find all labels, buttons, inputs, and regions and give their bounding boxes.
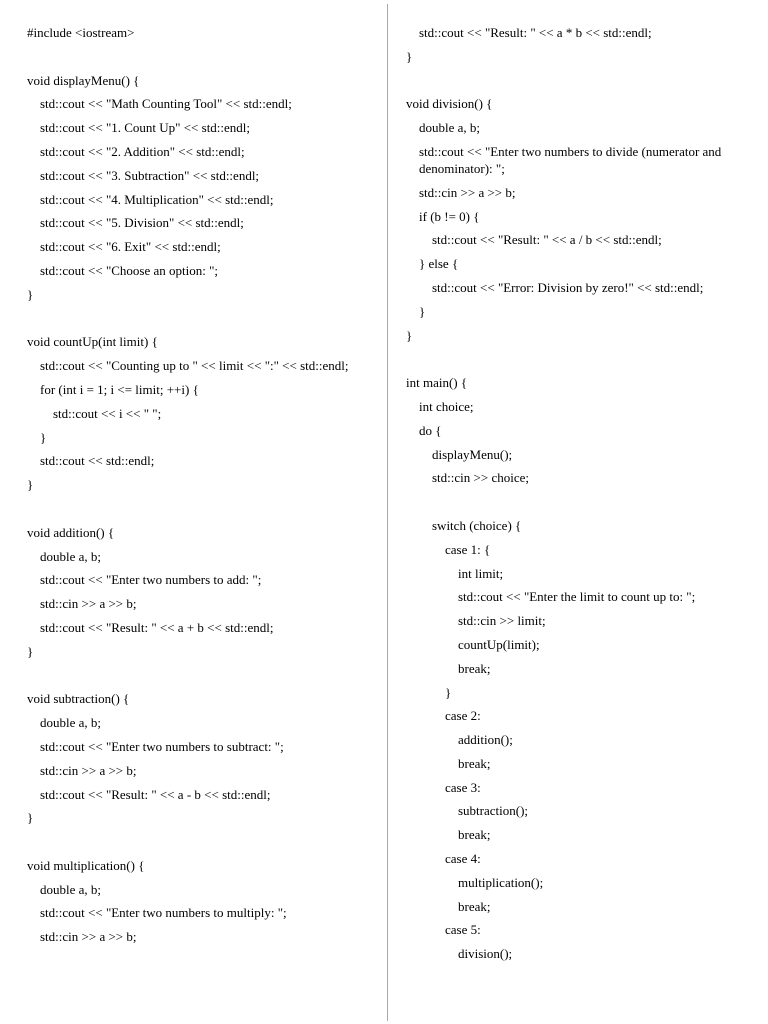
- code-line: [27, 307, 372, 331]
- code-line: double a, b;: [40, 548, 102, 564]
- code-line: }: [445, 684, 452, 700]
- code-line: case 2:: [445, 708, 481, 724]
- code-line: switch (choice) {: [432, 517, 522, 533]
- code-line: }: [406, 48, 413, 64]
- code-line: case 3:: [445, 779, 481, 795]
- code-line: division();: [458, 946, 513, 962]
- code-line: do {: [419, 422, 442, 438]
- code-line: displayMenu();: [432, 446, 513, 462]
- code-line: case 1: {: [445, 541, 491, 557]
- column-divider: [387, 4, 388, 1021]
- code-line: std::cin >> limit;: [458, 613, 546, 629]
- code-line: [27, 830, 372, 854]
- code-line: [27, 497, 372, 521]
- code-line: std::cout << i << " ";: [53, 405, 162, 421]
- code-line: subtraction();: [458, 803, 529, 819]
- code-line: break;: [458, 898, 491, 914]
- code-line: std::cout << "Counting up to " << limit << ":" << std::endl;: [40, 358, 349, 374]
- code-line: if (b != 0) {: [419, 208, 480, 224]
- code-line: }: [27, 286, 34, 302]
- code-line: std::cout << "Result: " << a / b << std::endl;: [432, 232, 662, 248]
- code-line: int main() {: [406, 375, 468, 391]
- code-line: }: [419, 303, 426, 319]
- left-column: [27, 21, 372, 949]
- code-line: std::cout << "Math Counting Tool" << std::endl;: [40, 96, 292, 112]
- code-line: void addition() {: [27, 524, 115, 540]
- code-line: std::cout << "3. Subtraction" << std::endl;: [40, 167, 260, 183]
- code-line: void displayMenu() {: [27, 72, 140, 88]
- code-line: }: [40, 429, 47, 445]
- code-line: std::cout << "Result: " << a - b << std::endl;: [40, 786, 271, 802]
- code-line: std::cout << "1. Count Up" << std::endl;: [40, 120, 251, 136]
- code-line: break;: [458, 660, 491, 676]
- code-line: void multiplication() {: [27, 857, 145, 873]
- code-line: }: [27, 810, 34, 826]
- code-line: std::cout << "4. Multiplication" << std::endl;: [40, 191, 274, 207]
- code-line: void division() {: [406, 96, 493, 112]
- code-line: int choice;: [419, 398, 474, 414]
- code-line: double a, b;: [40, 881, 102, 897]
- code-line: std::cout << "Enter the limit to count up to: ";: [458, 589, 696, 605]
- code-line: [27, 664, 372, 688]
- code-line: break;: [458, 827, 491, 843]
- code-line: std::cin >> a >> b;: [419, 184, 516, 200]
- code-line: std::cout << std::endl;: [40, 453, 155, 469]
- code-line: } else {: [419, 256, 459, 272]
- code-line: double a, b;: [419, 120, 481, 136]
- code-line: std::cin >> choice;: [432, 470, 529, 486]
- code-line: }: [406, 327, 413, 343]
- code-line: std::cout << "Result: " << a * b << std::endl;: [419, 25, 652, 40]
- code-line: [406, 347, 736, 371]
- code-line: std::cout << "Enter two numbers to subtract: ";: [40, 738, 284, 754]
- code-line: std::cout << "5. Division" << std::endl;: [40, 215, 244, 231]
- code-line: addition();: [458, 732, 513, 748]
- code-line: [406, 490, 736, 514]
- code-line: std::cout << "2. Addition" << std::endl;: [40, 143, 245, 159]
- code-line: }: [27, 643, 34, 659]
- code-line: #include <iostream>: [27, 25, 135, 40]
- code-line: }: [27, 477, 34, 493]
- code-line: case 5:: [445, 922, 481, 938]
- code-line: std::cin >> a >> b;: [40, 929, 137, 945]
- code-line: countUp(limit);: [458, 636, 540, 652]
- code-line: std::cin >> a >> b;: [40, 596, 137, 612]
- code-line: case 4:: [445, 851, 481, 867]
- code-line: void subtraction() {: [27, 691, 130, 707]
- code-line: int limit;: [458, 565, 504, 581]
- code-line: double a, b;: [40, 715, 102, 731]
- code-line: std::cin >> a >> b;: [40, 762, 137, 778]
- code-line: multiplication();: [458, 874, 544, 890]
- code-line: break;: [458, 755, 491, 771]
- code-line: [27, 45, 372, 69]
- code-line: std::cout << "Enter two numbers to divide (numerator and denominator): ";: [419, 144, 725, 177]
- code-line: [406, 69, 736, 93]
- right-column: [406, 21, 736, 966]
- code-line: std::cout << "Enter two numbers to multiply: ";: [40, 905, 287, 921]
- code-line: std::cout << "Enter two numbers to add: ";: [40, 572, 262, 588]
- code-line: std::cout << "Result: " << a + b << std::endl;: [40, 619, 274, 635]
- code-line: void countUp(int limit) {: [27, 334, 158, 350]
- code-line: for (int i = 1; i <= limit; ++i) {: [40, 381, 199, 397]
- code-line: std::cout << "6. Exit" << std::endl;: [40, 239, 221, 255]
- code-line: std::cout << "Choose an option: ";: [40, 262, 219, 278]
- code-line: std::cout << "Error: Division by zero!" << std::endl;: [432, 279, 704, 295]
